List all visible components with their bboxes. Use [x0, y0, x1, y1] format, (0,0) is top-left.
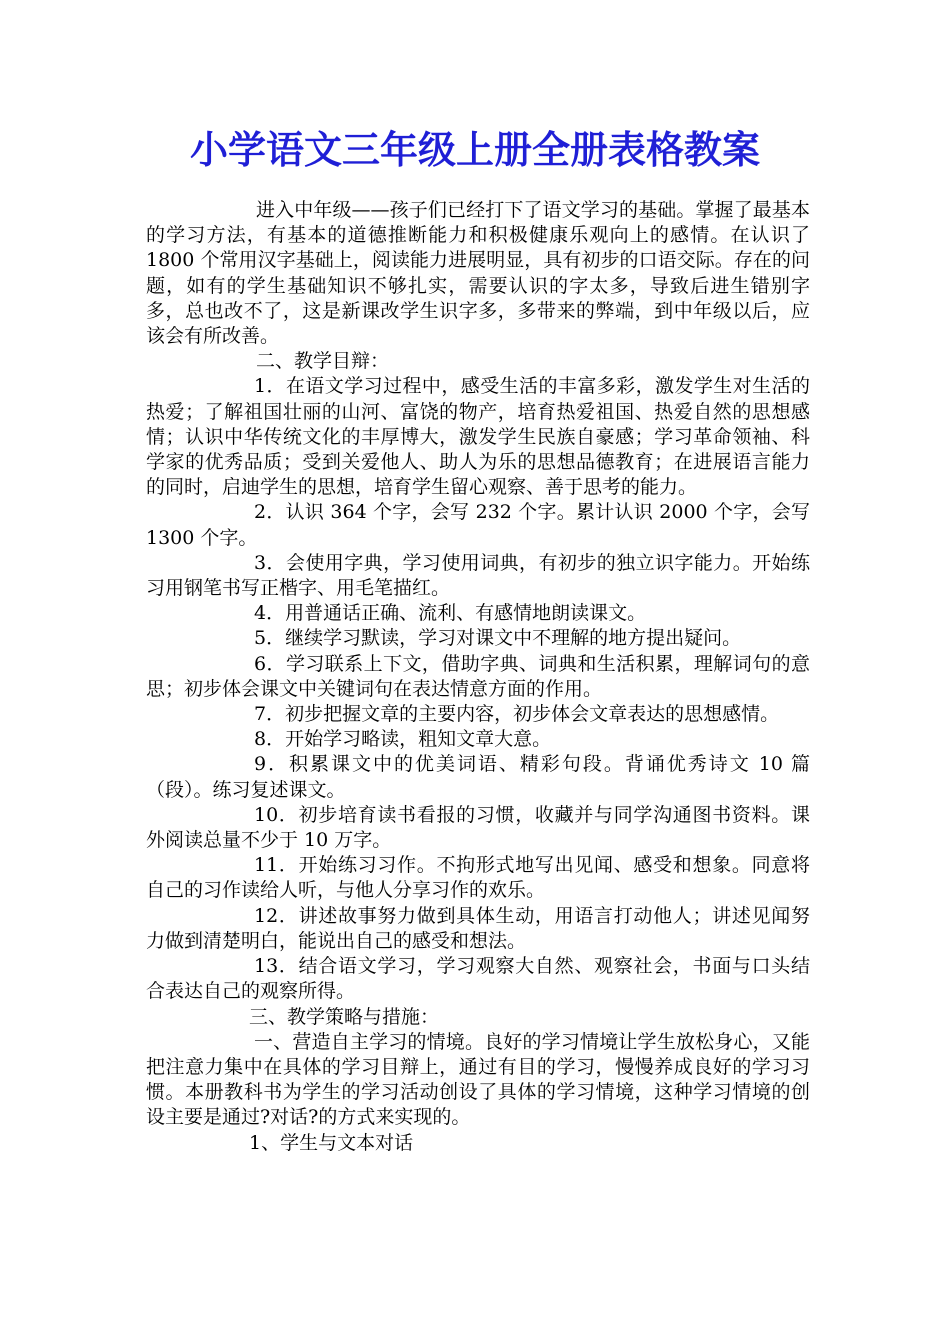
goal-item-6: 6．学习联系上下文，借助字典、词典和生活积累，理解词句的意思；初步体会课文中关键词句在表达情意方面的作用。: [146, 652, 810, 700]
strategy-subheading-1: 1、学生与文本对话: [249, 1131, 414, 1154]
goal-item-5: 5．继续学习默读，学习对课文中不理解的地方提出疑问。: [254, 627, 742, 650]
section-heading-strategies: 三、教学策略与措施：: [249, 1005, 440, 1028]
goal-item-8: 8．开始学习略读，粗知文章大意。: [254, 728, 552, 751]
goal-item-9: 9．积累课文中的优美词语、精彩句段。背诵优秀诗文 10 篇（段）。练习复述课文。: [146, 753, 810, 801]
strategy-paragraph-1: 一、营造自主学习的情境。良好的学习情境让学生放松身心，又能把注意力集中在具体的学习目辩上，通过有目的学习，慢慢养成良好的学习习惯。本册教科书为学生的学习活动创设了具体的学习情境，这种学习情境的创设主要是通过?对话?的方式来实现的。: [146, 1030, 810, 1129]
document-title: 小学语文三年级上册全册表格教案: [189, 127, 760, 172]
goal-item-1: 1．在语文学习过程中，感受生活的丰富多彩，激发学生对生活的热爱；了解祖国壮丽的山河、富饶的物产，培育热爱祖国、热爱自然的思想感情；认识中华传统文化的丰厚博大，激发学生民族自豪感；学习革命领袖、科学家的优秀品质；受到关爱他人、助人为乐的思想品德教育；在进展语言能力的同时，启迪学生的思想，培育学生留心观察、善于思考的能力。: [146, 375, 810, 499]
goal-item-13: 13．结合语文学习，学习观察大自然、观察社会，书面与口头结合表达自己的观察所得。: [146, 955, 810, 1003]
goal-item-12: 12．讲述故事努力做到具体生动，用语言打动他人；讲述见闻努力做到清楚明白，能说出自己的感受和想法。: [146, 904, 810, 952]
goal-item-3: 3．会使用字典，学习使用词典，有初步的独立识字能力。开始练习用钢笔书写正楷字、用毛笔描红。: [146, 551, 810, 600]
goal-item-2: 2．认识 364 个字，会写 232 个字。累计认识 2000 个字，会写 1300 个字。: [146, 501, 810, 549]
goal-item-4: 4．用普通话正确、流利、有感情地朗读课文。: [254, 602, 647, 625]
goal-item-10: 10．初步培育读书看报的习惯，收藏并与同学沟通图书资料。课外阅读总量不少于 10 万字。: [146, 803, 810, 852]
goal-item-11: 11．开始练习习作。不拘形式地写出见闻、感受和想象。同意将自己的习作读给人听，与他人分享习作的欢乐。: [146, 854, 810, 902]
section-heading-goals: 二、教学目辩：: [256, 350, 390, 373]
paragraph-intro: 进入中年级——孩子们已经打下了语文学习的基础。掌握了最基本的学习方法，有基本的道德推断能力和积极健康乐观向上的感情。在认识了 1800 个常用汉字基础上，阅读能力进展明显，具有初步的口语交际。存在的问题，如有的学生基础知识不够扎实，需要认识的字太多，导致后进生错别字多，总也改不了，这是新课改学生识字多，多带来的弊端，到中年级以后，应该会有所改善。: [146, 199, 810, 348]
goal-item-7: 7．初步把握文章的主要内容，初步体会文章表达的思想感情。: [254, 703, 780, 726]
document-body: [146, 198, 810, 1156]
